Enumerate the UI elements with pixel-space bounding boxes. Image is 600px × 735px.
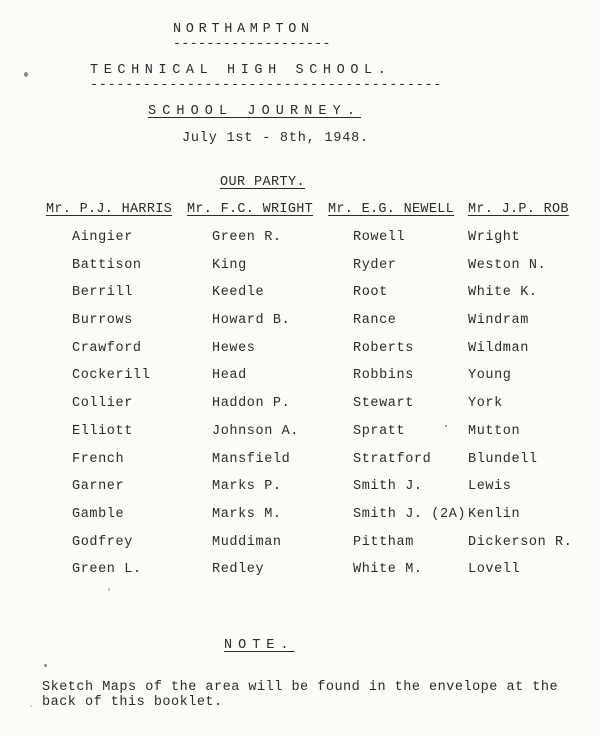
list-item: Rowell xyxy=(353,230,406,245)
list-item: Smith J. xyxy=(353,479,423,495)
column-leader-newell: Mr. E.G. NEWELL xyxy=(328,202,455,217)
list-item: Windram xyxy=(468,313,529,329)
school-name-heading: TECHNICAL HIGH SCHOOL. xyxy=(90,63,392,78)
list-item: Lovell xyxy=(468,562,521,578)
list-item: Pittham xyxy=(353,534,414,550)
list-item: Wright xyxy=(468,230,521,245)
name-list-harris xyxy=(72,230,150,590)
list-item: Weston N. xyxy=(468,257,547,273)
list-item: Hewes xyxy=(212,340,256,356)
list-item: Berrill xyxy=(72,285,133,301)
list-item: York xyxy=(468,396,503,412)
list-item: Stratford xyxy=(353,451,432,467)
list-item: White K. xyxy=(468,285,538,301)
scan-speck xyxy=(24,72,28,77)
journey-dates: July 1st - 8th, 1948. xyxy=(182,131,369,146)
list-item: Green L. xyxy=(72,562,142,578)
list-item: Dickerson R. xyxy=(468,534,573,550)
list-item: Johnson A. xyxy=(212,423,300,439)
list-item: Battison xyxy=(72,257,142,273)
list-item: Redley xyxy=(212,562,265,578)
list-item: Gamble xyxy=(72,506,125,522)
list-item: Burrows xyxy=(72,313,133,329)
list-item: Blundell xyxy=(468,451,538,467)
list-item: Mansfield xyxy=(212,451,291,467)
heading-rule-short: ------------------- xyxy=(173,37,331,52)
list-item: Stewart xyxy=(353,396,414,412)
column-leader-wright: Mr. F.C. WRIGHT xyxy=(187,202,314,217)
list-item: Marks P. xyxy=(212,479,282,495)
list-item: Mutton xyxy=(468,423,521,439)
note-heading: NOTE. xyxy=(224,638,295,653)
list-item: Marks M. xyxy=(212,506,282,522)
list-item: Head xyxy=(212,368,247,384)
list-item: Root xyxy=(353,285,388,301)
list-item: Cockerill xyxy=(72,368,151,384)
list-item: Roberts xyxy=(353,340,414,356)
list-item: Collier xyxy=(72,396,133,412)
column-leader-harris: Mr. P.J. HARRIS xyxy=(46,202,173,217)
list-item: Young xyxy=(468,368,512,384)
list-item: Crawford xyxy=(72,340,142,356)
list-item: Spratt xyxy=(353,423,406,439)
name-list-rob xyxy=(468,230,572,590)
list-item: Lewis xyxy=(468,479,512,495)
list-item: French xyxy=(72,451,125,467)
list-item: Kenlin xyxy=(468,506,521,522)
list-item: Green R. xyxy=(212,230,282,245)
school-town-heading: NORTHAMPTON xyxy=(173,22,314,37)
party-heading: OUR PARTY. xyxy=(220,175,306,190)
list-item: Garner xyxy=(72,479,125,495)
list-item: White M. xyxy=(353,562,423,578)
column-leader-rob: Mr. J.P. ROB xyxy=(468,202,569,217)
name-list-wright xyxy=(212,230,299,590)
name-list-newell xyxy=(353,230,466,590)
list-item: Ryder xyxy=(353,257,397,273)
list-item: Smith J. (2A) xyxy=(353,506,467,522)
list-item: Robbins xyxy=(353,368,414,384)
list-item: Haddon P. xyxy=(212,396,291,412)
heading-rule-long: ---------------------------------------- xyxy=(90,78,443,93)
list-item: Howard B. xyxy=(212,313,291,329)
journey-heading: SCHOOL JOURNEY. xyxy=(148,104,362,119)
list-item: Keedle xyxy=(212,285,265,301)
scan-speck xyxy=(108,588,110,591)
note-text: Sketch Maps of the area will be found in the envelope at the back of this booklet. xyxy=(42,680,559,710)
list-item: Aingier xyxy=(72,230,133,245)
scan-speck xyxy=(445,425,447,427)
list-item: Elliott xyxy=(72,423,133,439)
list-item: King xyxy=(212,257,247,273)
list-item: Wildman xyxy=(468,340,529,356)
list-item: Rance xyxy=(353,313,397,329)
scan-speck xyxy=(44,664,47,667)
list-item: Muddiman xyxy=(212,534,282,550)
scan-speck xyxy=(30,705,32,707)
list-item: Godfrey xyxy=(72,534,133,550)
